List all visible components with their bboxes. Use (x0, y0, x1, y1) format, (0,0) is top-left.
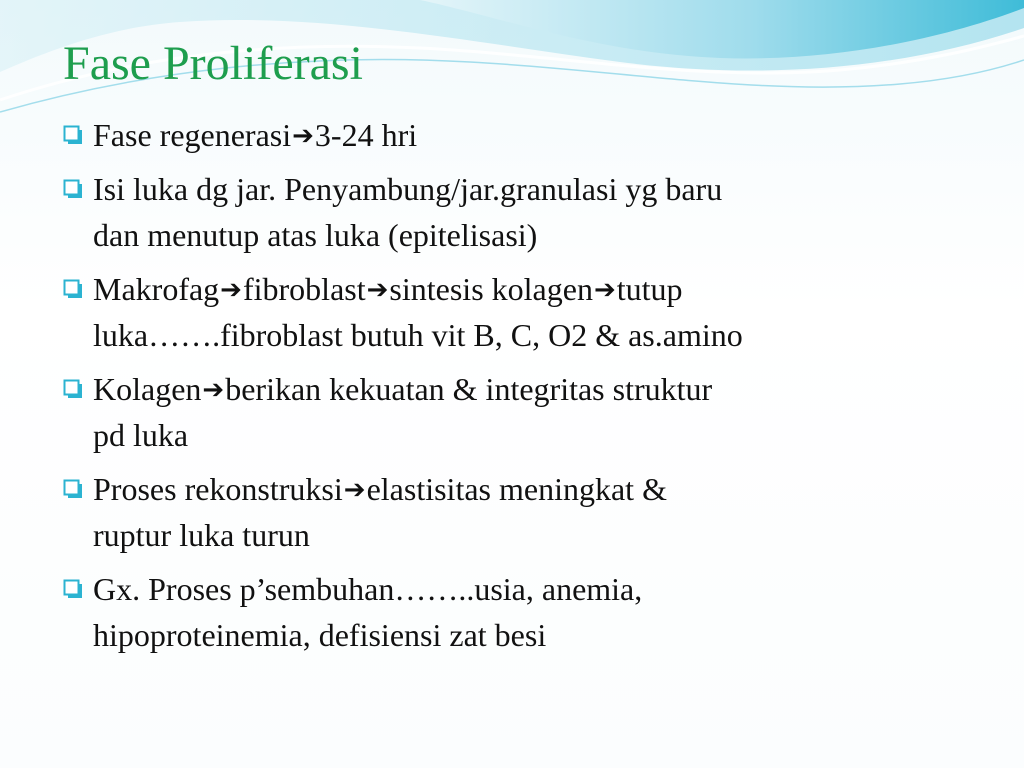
right-arrow-icon: ➔ (343, 475, 366, 505)
bullet-text-segment: berikan kekuatan & integritas struktur (225, 371, 713, 407)
bullet-item (63, 266, 963, 358)
bullet-text-segment: hipoproteinemia, defisiensi zat besi (93, 617, 547, 653)
hollow-square-bullet-icon (63, 366, 93, 399)
right-arrow-icon: ➔ (593, 275, 616, 305)
bullet-line (93, 512, 667, 558)
bullet-text (93, 166, 722, 258)
bullet-list (63, 112, 963, 666)
bullet-item (63, 566, 963, 658)
bullet-item (63, 366, 963, 458)
bullet-text (93, 366, 712, 458)
bullet-line (93, 612, 642, 658)
bullet-text-segment: sintesis kolagen (389, 271, 593, 307)
hollow-square-bullet-icon (63, 566, 93, 599)
bullet-text-segment: fibroblast (242, 271, 366, 307)
bullet-text-segment: ruptur luka turun (93, 517, 310, 553)
bullet-text-segment: luka…….fibroblast butuh vit B, C, O2 & as.amino (93, 317, 743, 353)
bullet-text-segment: Makrofag (93, 271, 220, 307)
bullet-line (93, 366, 712, 412)
bullet-text (93, 112, 417, 158)
bullet-item (63, 466, 963, 558)
hollow-square-bullet-icon (63, 112, 93, 145)
bullet-line (93, 166, 722, 212)
bullet-text-segment: Isi luka dg jar. Penyambung/jar.granulasi yg baru (93, 171, 723, 207)
right-arrow-icon: ➔ (366, 275, 389, 305)
bullet-item (63, 166, 963, 258)
hollow-square-bullet-icon (63, 266, 93, 299)
bullet-text-segment: dan menutup atas luka (epitelisasi) (93, 217, 538, 253)
bullet-line (93, 412, 712, 458)
bullet-text-segment: 3-24 hri (314, 117, 418, 153)
bullet-text-segment: Gx. Proses p’sembuhan……..usia, anemia, (93, 571, 643, 607)
bullet-text (93, 266, 743, 358)
bullet-line (93, 466, 667, 512)
bullet-line (93, 212, 722, 258)
bullet-text (93, 466, 667, 558)
bullet-text-segment: elastisitas meningkat & (366, 471, 667, 507)
bullet-line (93, 266, 743, 312)
hollow-square-bullet-icon (63, 466, 93, 499)
bullet-text-segment: tutup (616, 271, 683, 307)
right-arrow-icon: ➔ (202, 375, 225, 405)
bullet-text (93, 566, 642, 658)
bullet-item (63, 112, 963, 158)
bullet-line (93, 312, 743, 358)
bullet-text-segment: Fase regenerasi (93, 117, 292, 153)
bullet-text-segment: Proses rekonstruksi (93, 471, 343, 507)
bullet-line (93, 566, 642, 612)
right-arrow-icon: ➔ (220, 275, 242, 305)
hollow-square-bullet-icon (63, 166, 93, 199)
bullet-text-segment: pd luka (93, 417, 189, 453)
bullet-text-segment: Kolagen (93, 371, 202, 407)
right-arrow-icon: ➔ (292, 121, 314, 151)
slide-title: Fase Proliferasi (63, 37, 363, 90)
bullet-line (93, 112, 417, 158)
